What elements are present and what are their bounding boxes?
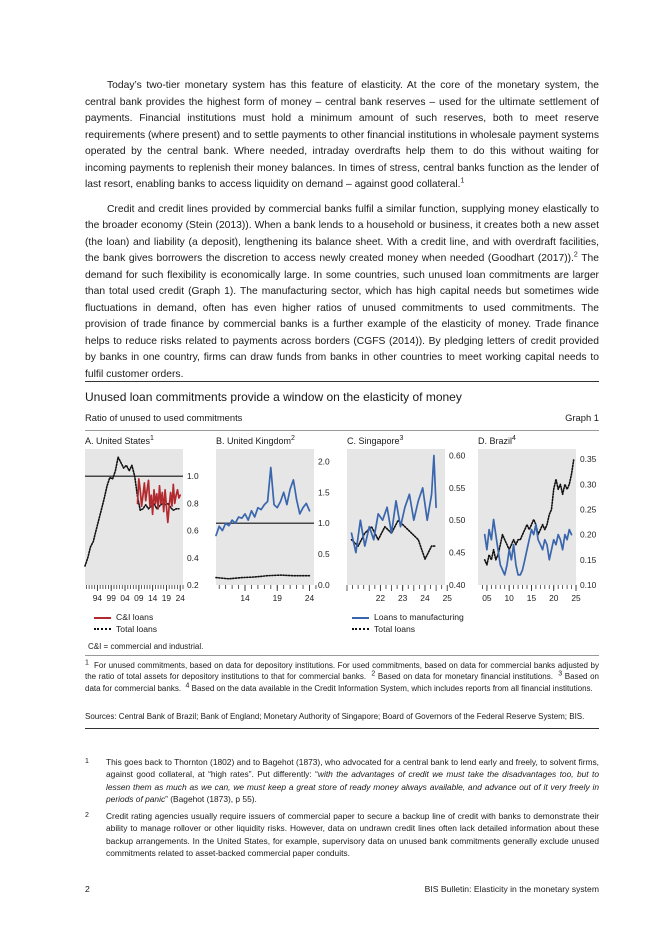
- paragraph-2: Credit and credit lines provided by commercial banks fulfil a similar function, supplying money elastically to the broader economy (Stein (2013)). When a bank lends to a household or business, it creates both a new asset (the loan) and liability (a deposit), lengthening its balance sheet. With a credit line, and with overdraft facilities, the bank gives borrowers the discretion to access newly created money when needed (Goodhart (2017)).$^2$ The demand for such flexibility is economically large. In some countries, such unused loan commitments are larger than total used credit (Graph 1). The manufacturing sector, which has high capital needs but sometimes wide fluctuations in demand, often has even higher ratios of unused commitments to used commitments. The provision of trade finance by commercial banks is a further example of the elasticity of money. Trade finance helps to reduce risks related to payments across borders (CGFS (2014)). By pledging letters of credit provided by banks in one country, firms can draw funds from banks in other countries to meet working capital needs to fulfil customer orders.: [85, 203, 599, 380]
- y-tick-label: 0.30: [580, 479, 597, 490]
- y-tick-label: 0.20: [580, 529, 597, 540]
- footer-title: BIS Bulletin: Elasticity in the monetary system: [424, 884, 599, 894]
- plot-background: [347, 449, 445, 585]
- y-tick-label: 0.50: [449, 515, 466, 526]
- y-tick-label: 1.0: [318, 518, 330, 529]
- x-tick-label: 22: [375, 593, 386, 603]
- y-tick-label: 0.25: [580, 504, 597, 515]
- graph-bottom-rule: [85, 728, 599, 729]
- footnote-ref-2[interactable]: 2: [573, 251, 578, 259]
- graph-subtitle: Ratio of unused to used commitments: [85, 412, 243, 423]
- panel-b-chart: [216, 449, 344, 609]
- footnote-1: 1 This goes back to Thornton (1802) and to Bagehot (1873), who advocated for a central bank to lend early and freely, to solvent firms, against good collateral, at “high rates”. Put differently: “with the advantages of credit we must take the disadvantages too, but to lessen them as much as we can, we must keep a great store of ready money always available, and advance out of it very freely in periods of panic” (Bagehot (1873), p 55).: [85, 757, 599, 804]
- legend-swatch-blue: [352, 617, 369, 619]
- paragraph-1: Today’s two-tier monetary system has this feature of elasticity. At the core of the monetary system, the central bank provides the highest form of money – central bank reserves – used for the ultimate settlement of payments. Financial institutions must hold a minimum amount of such reserves, both to meet reserve requirements (where present) and to settle payments to other financial institutions in wholesale payment systems operated by the central bank. Where needed, intraday overdrafts help them to do this without waiting for incoming payments to replenish their money balances. In times of stress, central banks function as the lender of last resort, enabling banks to access liquidity on demand – against good collateral.$^1$: [85, 80, 599, 190]
- x-tick-label: 05: [482, 593, 492, 603]
- y-tick-label: 0.60: [449, 450, 466, 461]
- x-tick-label: 20: [549, 593, 559, 603]
- graph-notes: $^1$ For unused commitments, based on data for depository institutions. For used commitments, based on data for commercial banks adjusted by the ratio of total assets for depository institutions to that for commercial banks. $^2$ Based on data for monetary financial institutions. $^3$ Based on data for commercial banks. $^4$ Based on the data available in the Credit Information System, which includes reports from all financial institutions.: [85, 659, 600, 693]
- x-tick-label: 15: [526, 593, 537, 603]
- graph-title: Unused loan commitments provide a window on the elasticity of money: [85, 390, 462, 404]
- y-tick-label: 0.4: [187, 552, 199, 563]
- x-tick-label: 19: [161, 593, 172, 603]
- x-tick-label: 23: [398, 593, 408, 603]
- x-tick-label: 25: [571, 593, 581, 603]
- graph-number: Graph 1: [565, 412, 599, 423]
- x-tick-label: 19: [272, 593, 282, 603]
- page-number: 2: [85, 884, 90, 894]
- footnote-ref-1[interactable]: 1: [460, 177, 465, 185]
- panel-c-chart: [347, 449, 475, 609]
- y-tick-label: 1.0: [187, 471, 199, 482]
- legend-item-manufacturing: Loans to manufacturing: [352, 612, 464, 624]
- x-tick-label: 94: [92, 593, 103, 603]
- legend-item-total-loans: Total loans: [94, 624, 157, 636]
- y-tick-label: 0.10: [580, 580, 597, 590]
- panel-a-title: A. United States$^1$: [85, 435, 154, 446]
- panel-b-title: B. United Kingdom$^2$: [216, 435, 295, 446]
- panel-c-title: C. Singapore$^3$: [347, 435, 404, 446]
- y-tick-label: 0.2: [187, 580, 199, 590]
- y-tick-label: 2.0: [318, 456, 330, 467]
- y-tick-label: 0.0: [318, 580, 330, 590]
- x-tick-label: 04: [120, 593, 130, 603]
- x-tick-label: 24: [175, 593, 185, 603]
- plot-background: [478, 449, 576, 585]
- legend-item-ci-loans: C&I loans: [94, 612, 157, 624]
- y-tick-label: 0.35: [580, 454, 597, 465]
- panel-a-chart: [85, 449, 213, 609]
- x-tick-label: 14: [240, 593, 250, 603]
- plot-background: [216, 449, 314, 585]
- legend-right: [352, 612, 464, 635]
- x-tick-label: 09: [134, 593, 144, 603]
- abbrev-note: C&I = commercial and industrial.: [88, 642, 204, 651]
- legend-swatch-red: [94, 617, 111, 619]
- panel-d-title: D. Brazil$^4$: [478, 435, 516, 446]
- y-tick-label: 0.5: [318, 549, 330, 560]
- x-tick-label: 14: [147, 593, 158, 603]
- panel-d-chart: [478, 449, 606, 609]
- footnote-2: 2 Credit rating agencies usually require issuers of commercial paper to secure a backup line of credit with banks to demonstrate their ability to manage rollover or other liquidity risks. However, data on undrawn credit lines often lack detailed information about these backup arrangements. In the United States, for example, supervisory data on unused bank commitments generally exclude unused commitments related to asset-backed commercial paper conduits.: [85, 811, 599, 858]
- graph-sub-rule: [85, 430, 599, 431]
- body-text: [85, 78, 599, 391]
- legend-swatch-dotted: [94, 628, 111, 630]
- x-tick-label: 24: [420, 593, 430, 603]
- y-tick-label: 0.6: [187, 525, 199, 536]
- x-tick-label: 25: [442, 593, 452, 603]
- notes-rule: [85, 655, 599, 656]
- graph-sources: Sources: Central Bank of Brazil; Bank of England; Monetary Authority of Singapore; Board of Governors of the Federal Reserve System; BIS.: [85, 712, 585, 721]
- y-tick-label: 0.15: [580, 554, 597, 565]
- graph-top-rule: [85, 381, 599, 382]
- y-tick-label: 0.55: [449, 482, 466, 493]
- legend-left: [94, 612, 157, 635]
- x-tick-label: 99: [106, 593, 116, 603]
- y-tick-label: 0.8: [187, 498, 199, 509]
- x-tick-label: 24: [304, 593, 315, 603]
- x-tick-label: 10: [504, 593, 514, 603]
- y-tick-label: 0.40: [449, 580, 466, 590]
- y-tick-label: 0.45: [449, 547, 466, 558]
- legend-swatch-dotted: [352, 628, 369, 630]
- legend-item-total-loans-2: Total loans: [352, 624, 464, 636]
- y-tick-label: 1.5: [318, 487, 330, 498]
